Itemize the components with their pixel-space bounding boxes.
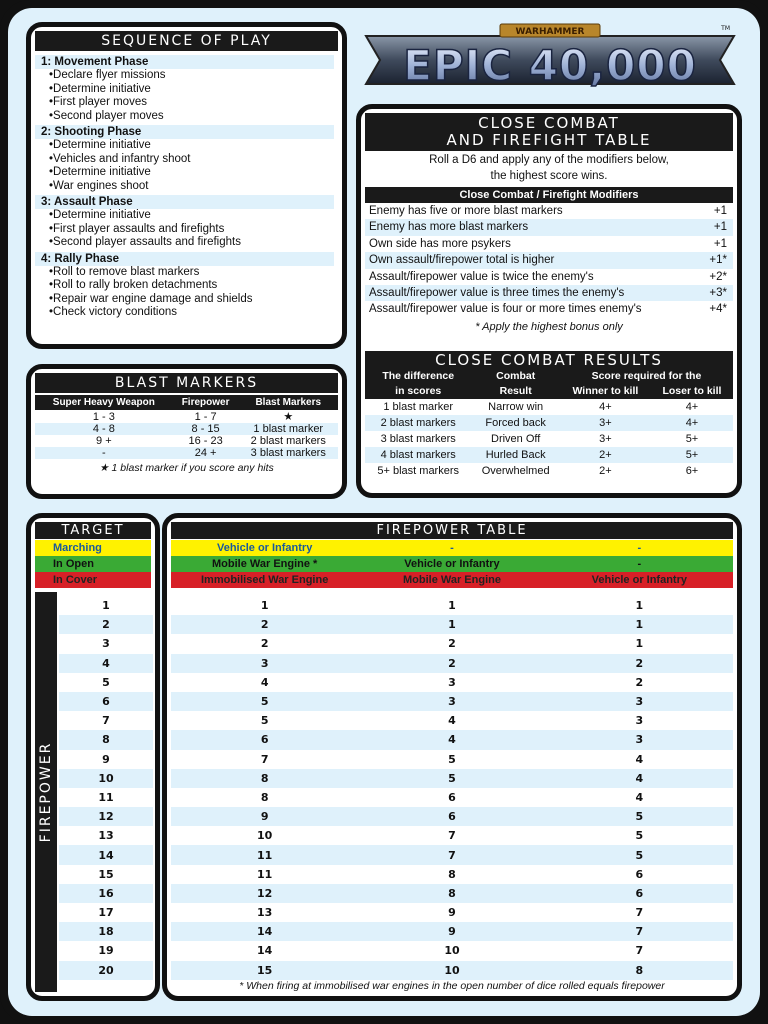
modifier-value: +4*	[709, 303, 727, 316]
target-title: TARGET	[35, 522, 151, 539]
blast-cell: 8 - 15	[173, 423, 239, 435]
logo-brand: WARHAMMER	[515, 27, 585, 37]
blast-cell: 1 blast marker	[239, 423, 338, 435]
firepower-values	[59, 596, 153, 980]
firepower-band-cell: Vehicle or Infantry	[404, 558, 500, 570]
close-combat-title-line1: CLOSE COMBAT	[478, 114, 620, 132]
firepower-value: 12	[59, 807, 153, 826]
firepower-value: 5	[102, 675, 110, 689]
blast-markers-table	[35, 395, 338, 459]
firepower-result-row	[171, 692, 733, 711]
firepower-result-cell: 1	[635, 599, 644, 613]
firepower-result-cell: 10	[358, 961, 545, 980]
firepower-result-cell: 8	[260, 790, 269, 804]
firepower-band	[171, 556, 733, 572]
results-cell: 3 blast markers	[380, 433, 456, 445]
firepower-band-cell: Vehicle or Infantry	[216, 542, 313, 554]
phase-list	[31, 51, 342, 320]
firepower-row	[59, 961, 153, 980]
phase-step: • Determine initiative	[31, 83, 342, 97]
results-head-result: Result	[471, 384, 559, 399]
firepower-result-row	[171, 807, 733, 826]
firepower-side-label: FIREPOWER	[38, 741, 54, 843]
modifier-value: +1	[713, 221, 727, 234]
firepower-value: 2	[59, 615, 153, 634]
phase-step: • First player assaults and firefights	[31, 223, 342, 237]
firepower-result-cell: 15	[171, 961, 358, 980]
firepower-result-row	[171, 711, 733, 730]
modifier-row	[365, 219, 733, 235]
phase-step: • Determine initiative	[31, 166, 342, 180]
firepower-value: 7	[102, 714, 110, 728]
firepower-result-row	[171, 922, 733, 941]
firepower-result-row	[171, 826, 733, 845]
firepower-result-cell: 3	[358, 692, 545, 711]
blast-column-header: Blast Markers	[239, 395, 338, 410]
firepower-band-cell: -	[450, 542, 454, 554]
modifier-label: Enemy has five or more blast markers	[369, 205, 563, 217]
firepower-value: 6	[59, 692, 153, 711]
firepower-result-cell: 2	[448, 637, 456, 651]
firepower-result-cell: 3	[448, 675, 456, 689]
results-cell: 2+	[560, 447, 651, 463]
firepower-row	[59, 654, 153, 673]
firepower-row	[59, 673, 153, 692]
firepower-result-cell: 8	[358, 884, 545, 903]
firepower-value: 4	[59, 654, 153, 673]
firepower-row	[59, 865, 153, 884]
firepower-result-row	[171, 903, 733, 922]
firepower-row	[59, 750, 153, 769]
modifier-value: +1	[713, 237, 727, 250]
firepower-result-cell: 1	[260, 599, 269, 613]
close-combat-panel	[356, 104, 742, 498]
close-combat-results-table	[365, 369, 733, 479]
results-cell: Narrow win	[488, 401, 544, 413]
firepower-result-cell: 4	[635, 790, 644, 804]
phase-step: • Determine initiative	[31, 209, 342, 223]
firepower-value: 9	[102, 752, 110, 766]
firepower-result-cell: 8	[546, 961, 733, 980]
firepower-result-row	[171, 730, 733, 749]
firepower-result-cell: 5	[546, 845, 733, 864]
firepower-result-cell: 3	[546, 730, 733, 749]
firepower-value: 16	[59, 884, 153, 903]
firepower-result-row	[171, 865, 733, 884]
firepower-row	[59, 845, 153, 864]
blast-row	[35, 410, 338, 423]
phase-step: • Declare flyer missions	[31, 69, 342, 83]
firepower-result-cell: 7	[635, 944, 644, 958]
phase-heading: 1: Movement Phase	[35, 55, 334, 69]
firepower-value: 15	[98, 867, 114, 881]
firepower-result-cell: 3	[546, 692, 733, 711]
modifier-row	[365, 252, 733, 268]
results-cell: 2 blast markers	[365, 415, 471, 431]
modifier-row	[365, 203, 733, 219]
firepower-result-cell: 4	[546, 769, 733, 788]
target-band	[35, 540, 151, 556]
results-row	[365, 415, 733, 431]
firepower-results-table	[171, 596, 733, 980]
firepower-result-cell: 4	[448, 714, 456, 728]
blast-markers-title: BLAST MARKERS	[35, 373, 338, 393]
firepower-result-cell: 5	[546, 807, 733, 826]
firepower-result-cell: 1	[546, 615, 733, 634]
firepower-result-cell: 4	[635, 752, 644, 766]
firepower-result-cell: 1	[635, 637, 644, 651]
target-band-label: In Open	[53, 558, 94, 570]
firepower-result-cell: 1	[448, 599, 456, 613]
firepower-result-cell: 4	[358, 730, 545, 749]
firepower-result-row	[171, 769, 733, 788]
results-cell: 5+ blast markers	[377, 465, 460, 477]
modifiers-list	[361, 203, 737, 318]
firepower-result-cell: 8	[171, 769, 358, 788]
firepower-result-cell: 2	[260, 637, 269, 651]
phase-step: • Roll to remove blast markers	[31, 266, 342, 280]
results-cell: 5+	[651, 447, 733, 463]
firepower-value: 1	[102, 599, 110, 613]
firepower-result-cell: 7	[546, 922, 733, 941]
modifier-label: Own assault/firepower total is higher	[369, 254, 555, 267]
firepower-result-row	[171, 961, 733, 980]
firepower-result-row	[171, 884, 733, 903]
firepower-side-bar	[35, 592, 57, 992]
firepower-row	[59, 769, 153, 788]
modifier-value: +2*	[709, 270, 727, 283]
firepower-result-row	[171, 673, 733, 692]
firepower-value: 8	[59, 730, 153, 749]
phase-step: • First player moves	[31, 96, 342, 110]
phase-step: • Check victory conditions	[31, 306, 342, 320]
blast-markers-note: ★ 1 blast marker if you score any hits	[99, 462, 274, 474]
firepower-result-cell: 12	[171, 884, 358, 903]
close-combat-results	[361, 351, 737, 479]
close-combat-instructions-2: the highest score wins.	[490, 170, 608, 182]
target-bands	[35, 540, 151, 588]
firepower-result-cell: 6	[358, 807, 545, 826]
modifiers-title: Close Combat / Firefight Modifiers	[365, 187, 733, 203]
firepower-result-cell: 3	[635, 714, 644, 728]
blast-markers-panel	[26, 364, 347, 499]
modifier-row	[365, 236, 733, 252]
firepower-band	[171, 540, 733, 556]
epic-40000-logo	[360, 22, 740, 98]
firepower-band	[171, 572, 733, 588]
firepower-band-cell: Mobile War Engine	[402, 574, 501, 586]
target-band	[35, 556, 151, 572]
modifier-label: Assault/firepower value is four or more times enemy's	[369, 303, 642, 316]
modifiers-note: * Apply the highest bonus only	[475, 320, 623, 333]
firepower-value: 19	[98, 944, 114, 958]
firepower-result-cell: 13	[257, 906, 273, 920]
modifier-row	[365, 269, 733, 285]
firepower-value: 18	[59, 922, 153, 941]
modifier-value: +1*	[709, 254, 727, 267]
modifier-label: Assault/firepower value is twice the enemy's	[369, 270, 594, 283]
firepower-result-cell: 5	[171, 692, 358, 711]
logo-title: EPIC 40,000	[403, 41, 697, 90]
results-cell: 5+	[685, 433, 699, 445]
phase-step: • Vehicles and infantry shoot	[31, 153, 342, 167]
firepower-result-cell: 5	[260, 714, 269, 728]
results-row	[365, 399, 733, 415]
target-band-label: Marching	[53, 542, 102, 554]
firepower-result-cell: 1	[358, 615, 545, 634]
firepower-value: 17	[98, 906, 114, 920]
firepower-result-row	[171, 634, 733, 653]
results-cell: Forced back	[471, 415, 559, 431]
blast-row	[35, 447, 338, 459]
firepower-row	[59, 903, 153, 922]
results-head-in-scores: in scores	[365, 384, 471, 399]
phase-heading: 3: Assault Phase	[35, 195, 334, 209]
blast-cell: 2 blast markers	[250, 435, 326, 447]
firepower-result-cell: 9	[171, 807, 358, 826]
results-cell: 4+	[651, 415, 733, 431]
results-cell: Driven Off	[491, 433, 541, 445]
firepower-result-cell: 2	[635, 675, 644, 689]
blast-column-header: Firepower	[173, 395, 239, 410]
firepower-row	[59, 941, 153, 960]
firepower-result-row	[171, 788, 733, 807]
blast-cell: 1 - 3	[92, 410, 115, 423]
firepower-result-cell: 4	[260, 675, 269, 689]
firepower-result-row	[171, 654, 733, 673]
results-row	[365, 431, 733, 447]
firepower-row	[59, 711, 153, 730]
sequence-of-play-panel	[26, 22, 347, 349]
blast-cell: 16 - 23	[188, 435, 223, 447]
phase-step: • War engines shoot	[31, 180, 342, 194]
firepower-result-cell: 7	[358, 845, 545, 864]
firepower-band-cell: -	[637, 558, 642, 570]
firepower-result-cell: 9	[358, 922, 545, 941]
results-head-score: Score required for the	[560, 369, 733, 384]
firepower-result-cell: 2	[358, 654, 545, 673]
firepower-result-cell: 6	[171, 730, 358, 749]
modifier-value: +3*	[709, 287, 727, 300]
firepower-value: 13	[98, 829, 114, 843]
phase-step: • Determine initiative	[31, 139, 342, 153]
results-cell: 4+	[685, 401, 699, 413]
firepower-result-cell: 11	[171, 845, 358, 864]
results-row	[365, 463, 733, 479]
modifier-label: Assault/firepower value is three times the enemy's	[369, 287, 625, 300]
results-cell: Hurled Back	[471, 447, 559, 463]
firepower-result-cell: 6	[546, 884, 733, 903]
modifier-row	[365, 285, 733, 301]
blast-cell: ★	[283, 411, 294, 423]
phase-step: • Second player moves	[31, 110, 342, 124]
firepower-table-title: FIREPOWER TABLE	[171, 522, 733, 539]
firepower-result-cell: 7	[448, 829, 456, 843]
firepower-result-cell: 6	[448, 790, 456, 804]
firepower-value: 20	[59, 961, 153, 980]
close-combat-results-title: CLOSE COMBAT RESULTS	[365, 351, 733, 369]
firepower-row	[59, 692, 153, 711]
firepower-band-cell: Immobilised War Engine	[200, 574, 329, 586]
firepower-result-row	[171, 941, 733, 960]
firepower-value: 14	[59, 845, 153, 864]
logo-trademark: TM	[721, 25, 730, 32]
firepower-band-cell: Mobile War Engine *	[212, 558, 318, 570]
blast-cell: 1 - 7	[194, 410, 217, 423]
firepower-result-cell: 11	[257, 867, 273, 881]
firepower-result-cell: 9	[448, 906, 456, 920]
firepower-result-cell: 5	[358, 769, 545, 788]
phase-step: • Roll to rally broken detachments	[31, 279, 342, 293]
results-cell: 4 blast markers	[365, 447, 471, 463]
results-cell: 3+	[560, 415, 651, 431]
firepower-row	[59, 884, 153, 903]
firepower-row	[59, 807, 153, 826]
target-band-label: In Cover	[53, 574, 98, 586]
sequence-of-play-title: SEQUENCE OF PLAY	[35, 31, 338, 51]
firepower-result-cell: 7	[635, 906, 644, 920]
firepower-note: * When firing at immobilised war engines in the open number of dice rolled equals firepower	[239, 980, 665, 992]
blast-cell: 3 blast markers	[239, 447, 338, 459]
blast-cell: 24 +	[173, 447, 239, 459]
firepower-result-cell: 3	[171, 654, 358, 673]
results-cell: 3+	[599, 433, 612, 445]
firepower-row	[59, 634, 153, 653]
results-head-difference: The difference	[365, 369, 471, 384]
results-row	[365, 447, 733, 463]
firepower-result-cell: 7	[260, 752, 269, 766]
results-cell: Overwhelmed	[481, 465, 550, 477]
results-cell: 4+	[599, 401, 612, 413]
firepower-result-cell: 5	[448, 752, 456, 766]
blast-cell: -	[35, 447, 173, 459]
firepower-row	[59, 922, 153, 941]
blast-cell: 9 +	[96, 435, 112, 447]
firepower-bands	[171, 540, 733, 588]
firepower-row	[59, 788, 153, 807]
firepower-band-cell: -	[637, 542, 642, 554]
firepower-result-row	[171, 750, 733, 769]
firepower-result-cell: 8	[448, 867, 456, 881]
results-cell: 2+	[599, 465, 612, 477]
firepower-row	[59, 826, 153, 845]
modifier-label: Enemy has more blast markers	[369, 221, 529, 234]
phase-heading: 4: Rally Phase	[35, 252, 334, 266]
firepower-value: 3	[102, 637, 110, 651]
firepower-result-cell: 10	[257, 829, 273, 843]
results-cell: 1 blast marker	[383, 401, 454, 413]
firepower-result-row	[171, 845, 733, 864]
results-cell: 6+	[685, 465, 699, 477]
blast-column-header: Super Heavy Weapon	[35, 395, 173, 410]
blast-row	[35, 423, 338, 435]
firepower-value: 11	[98, 790, 114, 804]
target-panel	[26, 513, 160, 1001]
firepower-result-cell: 2	[546, 654, 733, 673]
firepower-result-cell: 6	[635, 867, 644, 881]
firepower-result-row	[171, 615, 733, 634]
phase-step: • Second player assaults and firefights	[31, 236, 342, 250]
firepower-result-row	[171, 596, 733, 615]
modifier-value: +1	[713, 205, 727, 217]
firepower-row	[59, 615, 153, 634]
results-head-combat: Combat	[471, 369, 559, 384]
phase-heading: 2: Shooting Phase	[35, 125, 334, 139]
firepower-result-cell: 2	[171, 615, 358, 634]
modifier-label: Own side has more psykers	[369, 237, 511, 250]
close-combat-title-line2: AND FIREFIGHT TABLE	[446, 131, 652, 149]
firepower-row	[59, 730, 153, 749]
modifier-row	[365, 301, 733, 317]
close-combat-instructions-1: Roll a D6 and apply any of the modifiers below,	[429, 154, 669, 166]
firepower-row	[59, 596, 153, 615]
firepower-result-cell: 14	[171, 922, 358, 941]
results-head-winner: Winner to kill	[560, 384, 651, 399]
blast-cell: 4 - 8	[35, 423, 173, 435]
blast-row	[35, 435, 338, 447]
firepower-band-cell: Vehicle or Infantry	[591, 574, 687, 586]
phase-step: • Repair war engine damage and shields	[31, 293, 342, 307]
firepower-result-cell: 5	[635, 829, 644, 843]
target-band	[35, 572, 151, 588]
firepower-value: 10	[59, 769, 153, 788]
firepower-result-cell: 10	[444, 944, 460, 958]
close-combat-title	[365, 113, 733, 151]
firepower-result-cell: 14	[257, 944, 273, 958]
firepower-table-panel	[162, 513, 742, 1001]
results-head-loser: Loser to kill	[651, 384, 733, 399]
